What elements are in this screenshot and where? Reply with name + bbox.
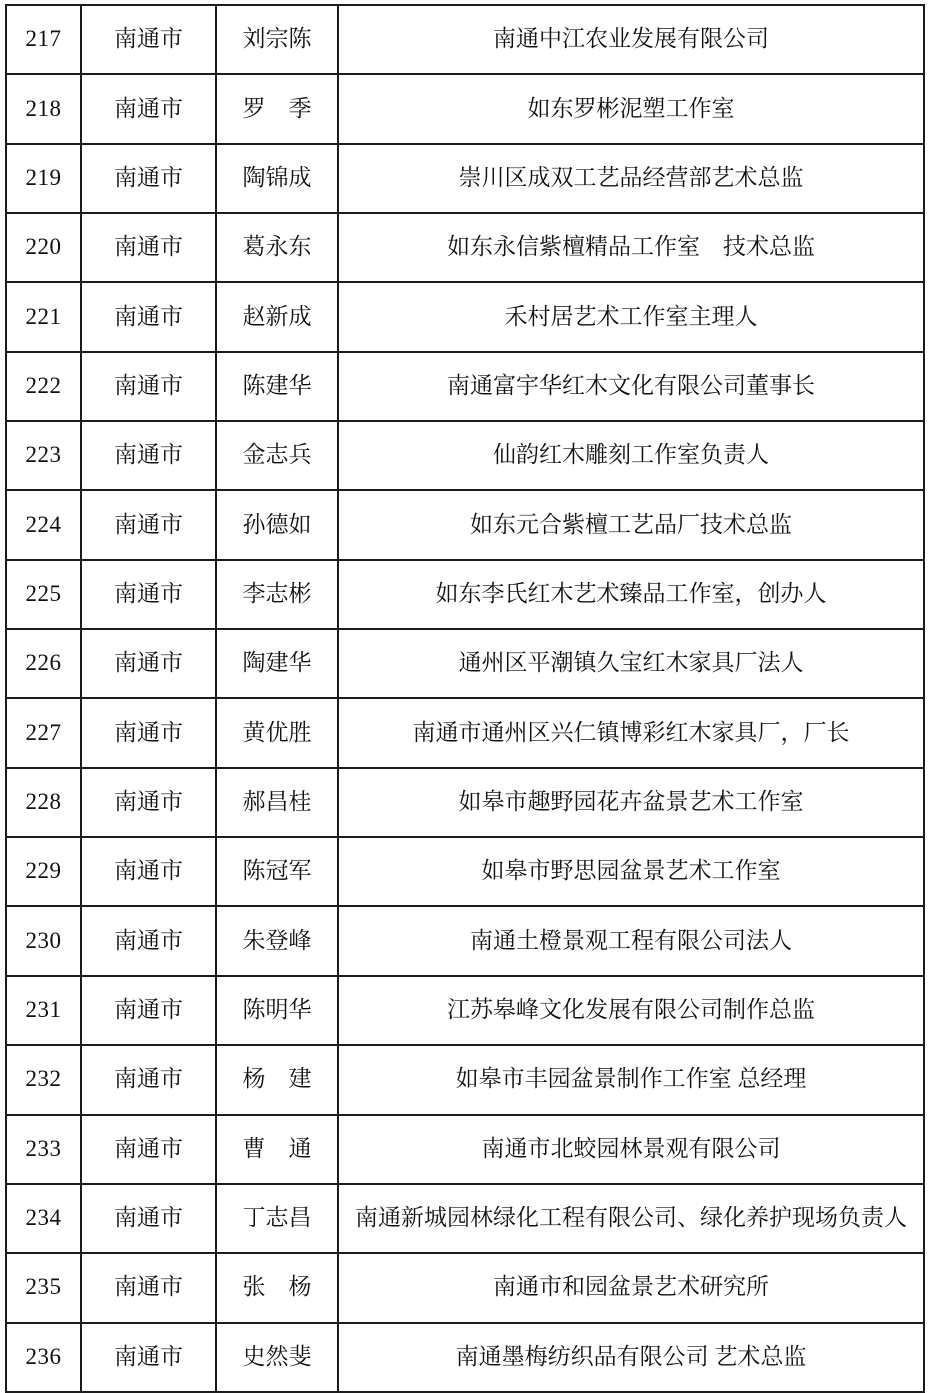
cell-person-name: 陶建华 <box>216 629 338 698</box>
cell-person-name: 曹 通 <box>216 1115 338 1184</box>
cell-organization: 如东罗彬泥塑工作室 <box>338 74 924 143</box>
cell-person-name: 杨 建 <box>216 1045 338 1114</box>
cell-organization: 南通市通州区兴仁镇博彩红木家具厂，厂长 <box>338 698 924 767</box>
table-row <box>6 490 924 559</box>
cell-organization: 南通中江农业发展有限公司 <box>338 5 924 74</box>
cell-city: 南通市 <box>81 74 216 143</box>
cell-row-number: 223 <box>6 421 81 490</box>
cell-city: 南通市 <box>81 837 216 906</box>
table-row <box>6 213 924 282</box>
cell-person-name: 罗 季 <box>216 74 338 143</box>
cell-city: 南通市 <box>81 1184 216 1253</box>
cell-city: 南通市 <box>81 5 216 74</box>
cell-row-number: 225 <box>6 560 81 629</box>
cell-row-number: 230 <box>6 906 81 975</box>
cell-organization: 如皋市野思园盆景艺术工作室 <box>338 837 924 906</box>
cell-person-name: 陈明华 <box>216 976 338 1045</box>
cell-person-name: 丁志昌 <box>216 1184 338 1253</box>
cell-organization: 江苏皋峰文化发展有限公司制作总监 <box>338 976 924 1045</box>
table-row <box>6 5 924 74</box>
cell-row-number: 217 <box>6 5 81 74</box>
cell-person-name: 史然斐 <box>216 1323 338 1392</box>
cell-city: 南通市 <box>81 1323 216 1392</box>
cell-city: 南通市 <box>81 698 216 767</box>
cell-organization: 南通墨梅纺织品有限公司 艺术总监 <box>338 1323 924 1392</box>
cell-city: 南通市 <box>81 144 216 213</box>
cell-city: 南通市 <box>81 768 216 837</box>
cell-row-number: 221 <box>6 282 81 351</box>
table-row <box>6 1115 924 1184</box>
table-row <box>6 560 924 629</box>
cell-row-number: 219 <box>6 144 81 213</box>
cell-city: 南通市 <box>81 421 216 490</box>
cell-person-name: 张 杨 <box>216 1253 338 1322</box>
table-row <box>6 74 924 143</box>
cell-person-name: 陈冠军 <box>216 837 338 906</box>
cell-person-name: 孙德如 <box>216 490 338 559</box>
cell-organization: 如皋市趣野园花卉盆景艺术工作室 <box>338 768 924 837</box>
cell-row-number: 231 <box>6 976 81 1045</box>
cell-row-number: 229 <box>6 837 81 906</box>
cell-person-name: 刘宗陈 <box>216 5 338 74</box>
cell-person-name: 黄优胜 <box>216 698 338 767</box>
cell-organization: 南通市北蛟园林景观有限公司 <box>338 1115 924 1184</box>
table-row <box>6 768 924 837</box>
cell-city: 南通市 <box>81 906 216 975</box>
cell-city: 南通市 <box>81 1045 216 1114</box>
cell-city: 南通市 <box>81 1253 216 1322</box>
cell-organization: 禾村居艺术工作室主理人 <box>338 282 924 351</box>
cell-person-name: 金志兵 <box>216 421 338 490</box>
cell-organization: 南通新城园林绿化工程有限公司、绿化养护现场负责人 <box>338 1184 924 1253</box>
cell-row-number: 226 <box>6 629 81 698</box>
cell-row-number: 235 <box>6 1253 81 1322</box>
cell-row-number: 234 <box>6 1184 81 1253</box>
cell-organization: 如东元合紫檀工艺品厂技术总监 <box>338 490 924 559</box>
cell-row-number: 236 <box>6 1323 81 1392</box>
table-row <box>6 1323 924 1392</box>
table-row <box>6 282 924 351</box>
cell-city: 南通市 <box>81 282 216 351</box>
cell-organization: 如皋市丰园盆景制作工作室 总经理 <box>338 1045 924 1114</box>
cell-person-name: 赵新成 <box>216 282 338 351</box>
cell-person-name: 李志彬 <box>216 560 338 629</box>
table-row <box>6 837 924 906</box>
roster-table <box>5 4 925 1393</box>
cell-person-name: 郝昌桂 <box>216 768 338 837</box>
cell-city: 南通市 <box>81 213 216 282</box>
cell-organization: 南通市和园盆景艺术研究所 <box>338 1253 924 1322</box>
cell-organization: 如东永信紫檀精品工作室 技术总监 <box>338 213 924 282</box>
cell-city: 南通市 <box>81 1115 216 1184</box>
cell-organization: 南通富宇华红木文化有限公司董事长 <box>338 352 924 421</box>
cell-organization: 南通土橙景观工程有限公司法人 <box>338 906 924 975</box>
table-row <box>6 421 924 490</box>
cell-person-name: 葛永东 <box>216 213 338 282</box>
table-row <box>6 698 924 767</box>
cell-row-number: 220 <box>6 213 81 282</box>
table-row <box>6 1045 924 1114</box>
table-row <box>6 352 924 421</box>
table-row <box>6 1253 924 1322</box>
cell-organization: 仙韵红木雕刻工作室负责人 <box>338 421 924 490</box>
cell-person-name: 朱登峰 <box>216 906 338 975</box>
cell-city: 南通市 <box>81 490 216 559</box>
cell-person-name: 陈建华 <box>216 352 338 421</box>
cell-organization: 崇川区成双工艺品经营部艺术总监 <box>338 144 924 213</box>
cell-person-name: 陶锦成 <box>216 144 338 213</box>
cell-city: 南通市 <box>81 560 216 629</box>
cell-organization: 通州区平潮镇久宝红木家具厂法人 <box>338 629 924 698</box>
table-body <box>6 5 924 1392</box>
cell-city: 南通市 <box>81 629 216 698</box>
table-row <box>6 976 924 1045</box>
cell-organization: 如东李氏红木艺术臻品工作室，创办人 <box>338 560 924 629</box>
cell-row-number: 224 <box>6 490 81 559</box>
cell-row-number: 228 <box>6 768 81 837</box>
cell-city: 南通市 <box>81 352 216 421</box>
cell-row-number: 227 <box>6 698 81 767</box>
table-row <box>6 144 924 213</box>
table-row <box>6 1184 924 1253</box>
table-row <box>6 906 924 975</box>
cell-city: 南通市 <box>81 976 216 1045</box>
cell-row-number: 222 <box>6 352 81 421</box>
cell-row-number: 218 <box>6 74 81 143</box>
cell-row-number: 232 <box>6 1045 81 1114</box>
cell-row-number: 233 <box>6 1115 81 1184</box>
table-row <box>6 629 924 698</box>
